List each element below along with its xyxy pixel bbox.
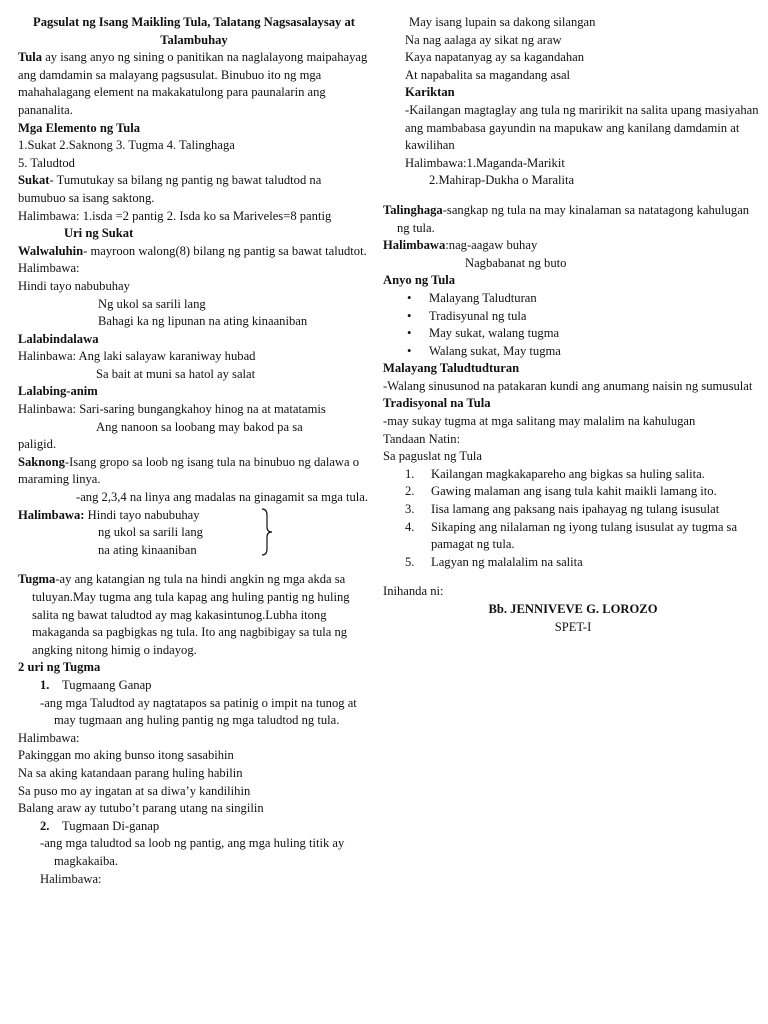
tula-def: ay isang anyo ng sining o panitikan na naglalayong maipahayag ang damdamin sa malayang pagsusulat. Binubuo ito ng mga mahahalagang element na makakatulong para paunalarin ang pananalita. [18,50,368,117]
bullet-icon: • [407,326,412,341]
sukat-def: - Tumutukay sa bilang ng pantig ng bawat taludtod na bumubuo sa isang saktong. [18,173,322,205]
page-title: Pagsulat ng Isang Maikling Tula, Talatang Nagsasalaysay at Talambuhay [33,15,355,47]
saknong-term: Saknong [18,454,65,469]
saknong-example [18,507,370,560]
tula-definition [18,49,370,119]
tradisyonal-heading: Tradisyonal na Tula [383,396,491,411]
talinghaga-example-1: :nag-aagaw buhay [445,238,538,253]
left-column [18,14,370,888]
sa-paguslat: Sa paguslat ng Tula [383,449,483,464]
lalabing-anim-example-3: paligid. [18,437,57,452]
kariktan-def: -Kailangan magtaglay ang tula ng maririkit na salita upang masiyahan ang mambabasa gayundin na mapukaw ang kanilang damdamin at kawilihan [405,102,759,153]
saknong-definition [18,454,370,489]
lalabing-anim-example-2: Ang nanoon sa loobang may bakod pa sa [96,419,303,434]
tugmaang-ganap-example-4: Balang araw ay tutubo’t parang utang na singilin [18,801,264,816]
kariktan-heading: Kariktan [405,85,455,100]
tula-term: Tula [18,50,43,65]
elemento-heading: Mga Elemento ng Tula [18,120,141,135]
walwaluhin-example-3: Bahagi ka ng lipunan na ating kinaaniban [98,314,308,329]
list-item: 1. Kailangan magkakapareho ang bigkas sa huling salita. [405,466,705,481]
right-example-4: At napabalita sa magandang asal [405,67,571,82]
walwaluhin-halimbawa: Halimbawa: [18,261,80,276]
sukat-definition [18,172,370,207]
list-item: 5. Lagyan ng malalalim na salita [405,554,583,569]
tugmaang-ganap-example-3: Sa puso mo ay ingatan at sa diwa’y kandilihin [18,783,251,798]
talinghaga-definition [383,202,763,237]
tugmaang-ganap-example-2: Na sa aking katandaan parang huling habilin [18,765,243,780]
tugmaang-ganap-def: -ang mga Taludtod ay nagtatapos sa patinig o impit na tunog at may tugmaan ang huling pantig ng mga taludtod ng tula. [40,695,357,728]
tradisyonal-def: -may sukay tugma at mga salitang may malalim na kahulugan [383,414,696,429]
sukat-halimbawa: Halimbawa: 1.isda =2 pantig 2. Isda ko sa Mariveles=8 pantig [18,208,332,223]
list-item: • May sukat, walang tugma [383,325,763,343]
list-item: • Walang sukat, May tugma [383,343,763,361]
lalabindalawa-heading: Lalabindalawa [18,331,99,346]
tugmaang-ganap-heading [18,677,370,695]
walwaluhin-example-1: Hindi tayo nabubuhay [18,278,130,293]
talinghaga-term: Talinghaga [383,202,443,217]
right-column [383,14,763,636]
sukat-term: Sukat [18,173,50,188]
right-example-2: Na nag aalaga ay sikat ng araw [405,32,562,47]
bullet-icon: • [407,343,412,358]
saknong-halimbawa-label: Halimbawa: [18,507,85,522]
tugmaang-ganap-label: Tugmaang Ganap [62,677,152,692]
talinghaga-example-2: Nagbabanat ng buto [465,255,567,270]
tugmaan-di-ganap-def: -ang mga taludtod sa loob ng pantig, ang mga huling titik ay magkakaiba. [40,836,345,868]
anyo-list [383,290,763,360]
elemento-line-2: 5. Taludtod [18,155,75,170]
kariktan-example-2: 2.Mahirap-Dukha o Maralita [429,173,575,188]
list-item: 2. Gawing malaman ang isang tula kahit maikli lamang ito. [405,484,717,499]
tugmaang-ganap-number: 1. [40,677,50,692]
anyo-heading: Anyo ng Tula [383,273,456,288]
right-example-1: May isang lupain sa dakong silangan [409,15,596,29]
author-name: Bb. JENNIVEVE G. LOROZO [488,602,658,616]
bullet-icon: • [407,308,412,323]
saknong-example-3: na ating kinaaniban [98,542,197,557]
saknong-example-2: ng ukol sa sarili lang [98,525,203,540]
list-item: • Malayang Taludturan [383,290,763,308]
right-example-3: Kaya napatanyag ay sa kagandahan [405,50,585,65]
malaya-heading: Malayang Taludtudturan [383,361,520,376]
uri-ng-tugma-heading: 2 uri ng Tugma [18,660,101,675]
author-position: SPET-I [554,619,592,634]
tandaan-natin: Tandaan Natin: [383,431,461,446]
tugmaan-di-ganap-heading [18,818,370,836]
tugmaang-ganap-example-1: Pakinggan mo aking bunso itong sasabihin [18,748,234,763]
elemento-line-1: 1.Sukat 2.Saknong 3. Tugma 4. Talinghaga [18,138,235,153]
list-item: 3. Iisa lamang ang paksang nais ipahayag ng tulang isusulat [405,502,720,517]
lalabing-anim-heading: Lalabing-anim [18,384,98,399]
kariktan-example-1: Halimbawa:1.Maganda-Marikit [405,155,565,170]
tugmaan-di-ganap-number: 2. [40,818,50,833]
bullet-icon: • [407,290,412,305]
steps-list [383,466,763,572]
tugmaan-di-ganap-halimbawa: Halimbawa: [40,871,102,886]
walwaluhin-term: Walwaluhin [18,243,84,258]
list-item: 4. Sikaping ang nilalaman ng iyong tulang isusulat ay tugma sa pamagat ng tula. [405,519,738,552]
malaya-def: -Walang sinusunod na patakaran kundi ang anumang naisin ng sumusulat [383,378,753,393]
saknong-note: -ang 2,3,4 na linya ang madalas na ginagamit sa mga tula. [76,490,369,505]
saknong-def: -Isang gropo sa loob ng isang tula na binubuo ng dalawa o maraming linya. [18,454,360,487]
tugmaan-di-ganap-label: Tugmaan Di-ganap [62,818,160,833]
lalabindalawa-example-1: Halinbawa: Ang laki salayaw karaniway hubad [18,349,256,364]
talinghaga-halimbawa [383,237,763,255]
tugma-definition [18,571,370,659]
tugmaang-ganap-halimbawa: Halimbawa: [18,730,80,745]
inihanda-ni: Inihanda ni: [383,584,444,599]
uri-ng-sukat-heading: Uri ng Sukat [64,226,134,241]
walwaluhin-def: - mayroon walong(8) bilang ng pantig sa bawat taludtot. [83,243,367,258]
saknong-example-1: Hindi tayo nabubuhay [87,507,200,522]
tugma-term: Tugma [18,572,56,587]
walwaluhin-example-2: Ng ukol sa sarili lang [98,296,206,311]
talinghaga-halimbawa-term: Halimbawa [383,238,446,253]
tugma-def: -ay ang katangian ng tula na hindi angkin ng mga akda sa tuluyan.May tugma ang tula kapag ang huling pantig ng huling salita ng bawat taludtod ay mag kakasintunog.Lubha itong makaganda sa pagbigkas ng tula. Ito ang nagbibigay sa tula ng angking nitong himig o indayog. [32,572,350,657]
lalabing-anim-example-1: Halinbawa: Sari-saring bungangkahoy hinog na at matatamis [18,402,326,417]
list-item: • Tradisyunal ng tula [383,308,763,326]
talinghaga-def: -sangkap ng tula na may kinalaman sa natatagong kahulugan ng tula. [397,202,750,235]
lalabindalawa-example-2: Sa bait at muni sa hatol ay salat [96,366,256,381]
walwaluhin-definition [18,243,370,261]
brace-icon [260,507,274,557]
